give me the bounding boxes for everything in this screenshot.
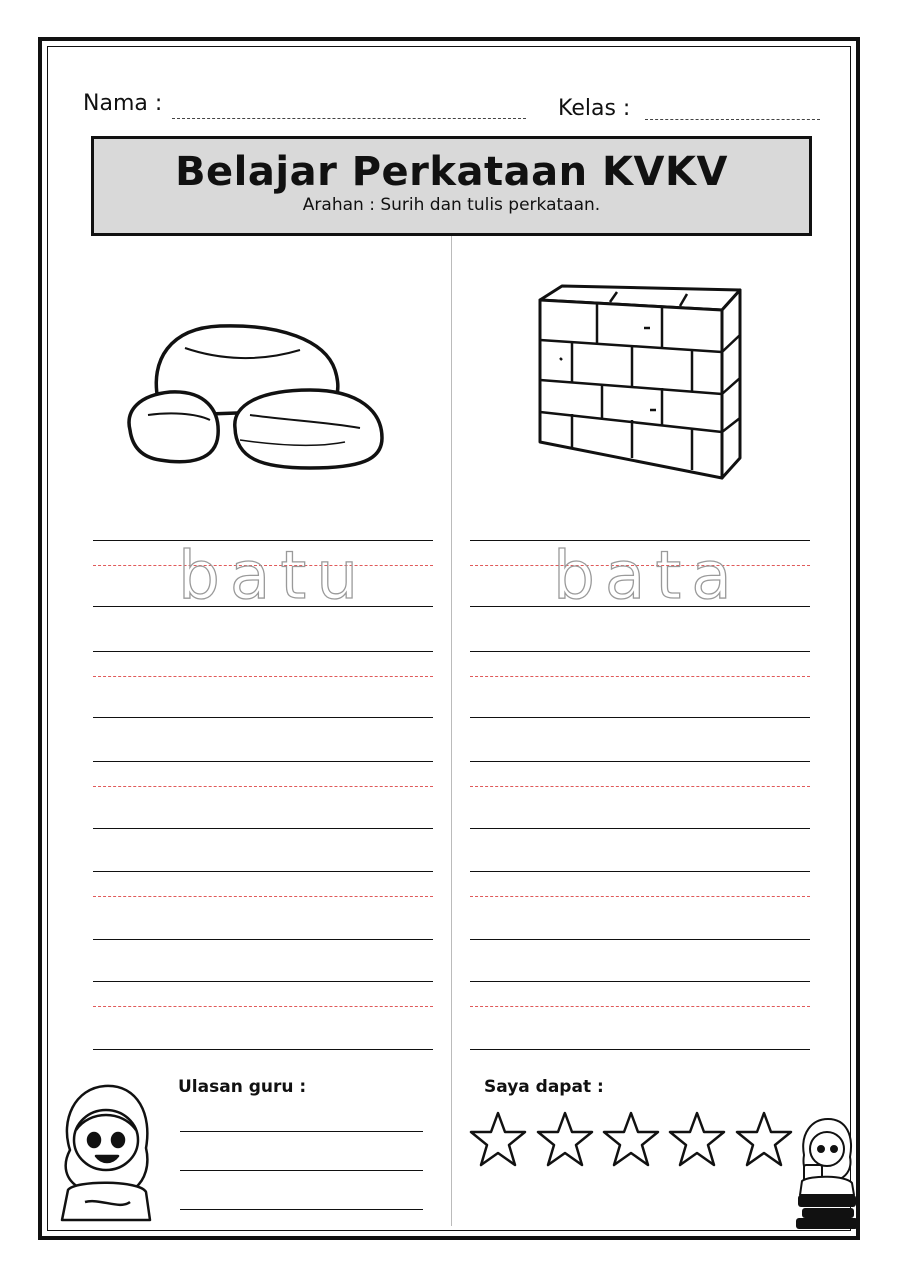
student-character-illustration <box>50 1080 160 1228</box>
teacher-comment-label: Ulasan guru : <box>178 1077 307 1097</box>
star-icon[interactable] <box>535 1110 595 1170</box>
brand-logo <box>790 1115 862 1230</box>
guide-line <box>93 1006 433 1007</box>
writing-line[interactable] <box>470 761 810 762</box>
name-label: Nama : <box>83 91 163 116</box>
writing-line[interactable] <box>470 939 810 940</box>
instruction-text: Arahan : Surih dan tulis perkataan. <box>302 195 601 215</box>
star-icon[interactable] <box>667 1110 727 1170</box>
rocks-illustration <box>120 320 400 480</box>
teacher-comment-line[interactable] <box>180 1209 423 1210</box>
writing-line[interactable] <box>93 981 433 982</box>
writing-line[interactable] <box>470 1049 810 1050</box>
writing-line[interactable] <box>93 828 433 829</box>
writing-line[interactable] <box>470 717 810 718</box>
writing-line[interactable] <box>93 761 433 762</box>
star-icon[interactable] <box>601 1110 661 1170</box>
guide-line <box>470 1006 810 1007</box>
writing-line[interactable] <box>470 828 810 829</box>
writing-line[interactable] <box>93 651 433 652</box>
guide-line <box>470 896 810 897</box>
writing-line[interactable] <box>470 871 810 872</box>
trace-word-right: bata <box>553 537 742 614</box>
column-divider <box>451 236 452 1226</box>
guide-line <box>93 676 433 677</box>
brick-wall-illustration <box>532 280 747 485</box>
writing-line[interactable] <box>93 1049 433 1050</box>
guide-line <box>93 786 433 787</box>
guide-line <box>93 896 433 897</box>
guide-line <box>470 676 810 677</box>
teacher-comment-line[interactable] <box>180 1170 423 1171</box>
class-label: Kelas : <box>558 96 631 121</box>
teacher-comment-line[interactable] <box>180 1131 423 1132</box>
writing-line[interactable] <box>470 651 810 652</box>
trace-word-left: batu <box>178 537 369 614</box>
writing-line[interactable] <box>93 939 433 940</box>
guide-line <box>470 786 810 787</box>
name-field-line[interactable] <box>172 118 526 119</box>
star-icon[interactable] <box>468 1110 528 1170</box>
class-field-line[interactable] <box>645 119 820 120</box>
worksheet-title: Belajar Perkataan KVKV <box>175 149 728 195</box>
star-icon[interactable] <box>734 1110 794 1170</box>
writing-line[interactable] <box>93 871 433 872</box>
writing-line[interactable] <box>470 981 810 982</box>
title-box <box>91 136 812 236</box>
rating-label: Saya dapat : <box>484 1077 604 1097</box>
writing-line[interactable] <box>93 717 433 718</box>
